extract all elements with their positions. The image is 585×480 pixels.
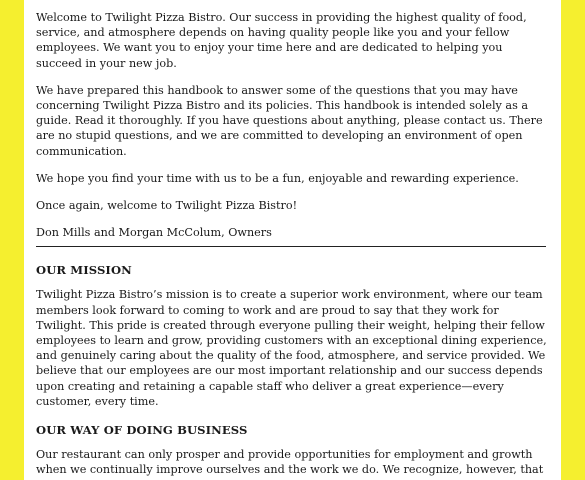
owners-signature: Don Mills and Morgan McColum, Owners xyxy=(36,226,272,240)
business-heading: OUR WAY OF DOING BUSINESS xyxy=(36,423,248,438)
mission-heading: OUR MISSION xyxy=(36,263,132,278)
welcome-paragraph: Welcome to Twilight Pizza Bistro. Our success in providing the highest quality of food, service, and atmosphere depends on having quality people like you and your fellow employees. We want you to enjoy your time here and are dedicated to helping you succeed in your new job. xyxy=(36,11,527,70)
handbook-paragraph: We have prepared this handbook to answer some of the questions that you may have concerning Twilight Pizza Bistro and its policies. This handbook is intended solely as a guide. Read it thoroughly. If you have questions about anything, please contact us. There are no stupid questions, and we are committed to developing an environment of open communication. xyxy=(36,83,543,158)
welcome-again-paragraph: Once again, welcome to Twilight Pizza Bistro! xyxy=(36,199,298,213)
hope-paragraph: We hope you find your time with us to be a fun, enjoyable and rewarding experience. xyxy=(36,171,519,185)
section-divider xyxy=(36,246,546,247)
business-paragraph: Our restaurant can only prosper and provide opportunities for employment and growth when we continually improve ourselves and the work we do. We recognize, however, that xyxy=(36,448,544,477)
document-page xyxy=(24,0,561,480)
mission-paragraph: Twilight Pizza Bistro’s mission is to create a superior work environment, where our team members look forward to coming to work and are proud to say that they work for Twilight. This pride is created through everyone pulling their weight, helping their fellow employees to learn and grow, providing customers with an exceptional dining experience, and genuinely caring about the quality of the food, atmosphere, and service provided. We believe that our employees are our most important relationship and our success depends upon creating and retaining a capable staff who deliver a great experience—every customer, every time. xyxy=(36,288,547,408)
document-content xyxy=(36,10,550,480)
